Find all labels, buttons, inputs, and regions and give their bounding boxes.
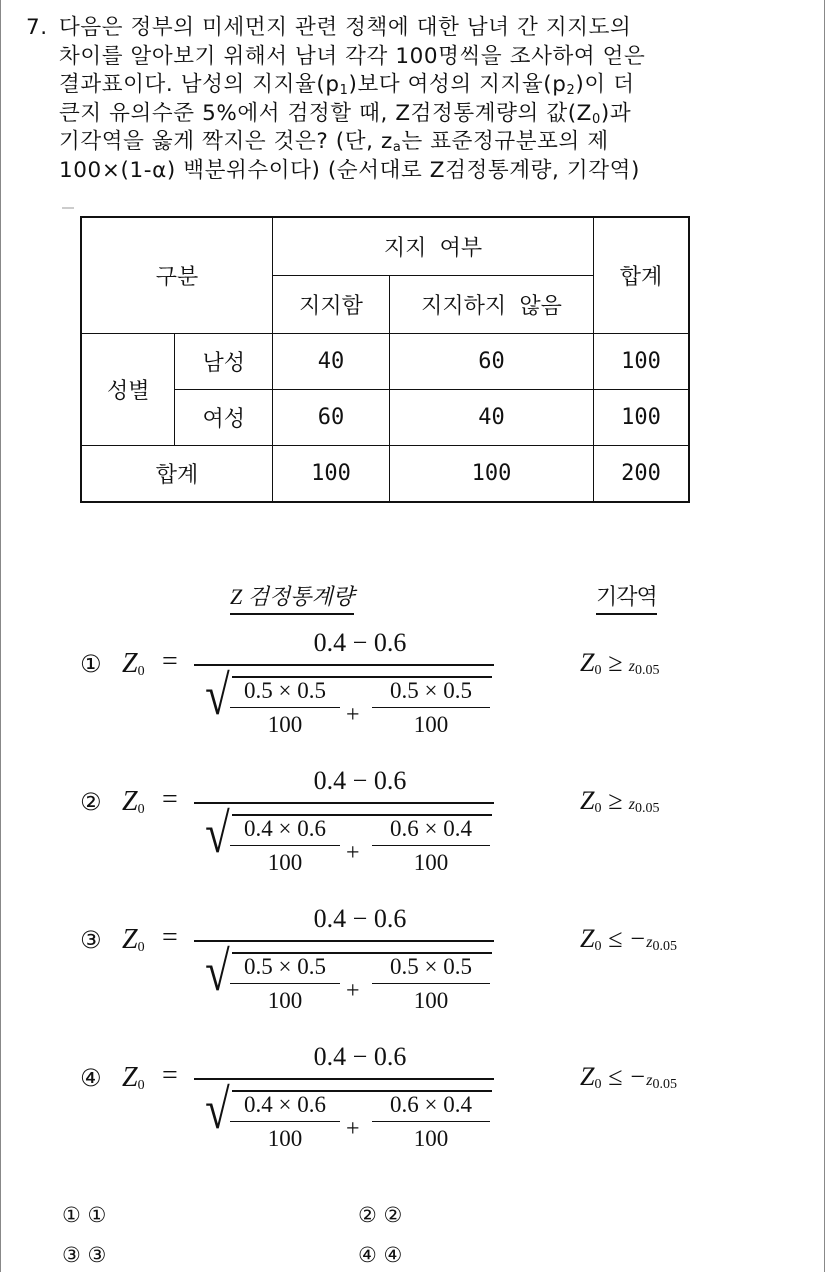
option-number: ③ [80,926,102,954]
col-not-support-cell: 지지하지 않음 [390,275,594,333]
formula-option-4 [80,1042,780,1170]
question-line-2: 차이를 알아보기 위해서 남녀 각각 100명씩을 조사하여 얻은 [59,43,646,69]
question-line-5: 기각역을 옳게 짝지은 것은? (단, $z_a$는 표준정규분포의 제 [59,129,609,156]
equals-sign: = [162,1060,178,1091]
term1: 0.5 × 0.5 100 [230,954,340,1014]
term2: 0.6 × 0.4 100 [372,1092,490,1152]
total-row-total: 200 [594,445,690,502]
question-text [26,14,786,186]
fraction-bar [194,1078,494,1080]
term2: 0.5 × 0.5 100 [372,954,490,1014]
formula-options [0,570,826,1170]
sqrt-icon: √ [205,1079,230,1141]
answer-choice-4[interactable]: ④ ④ [358,1243,403,1267]
question-number: 7. [26,15,48,40]
answer-choice-1[interactable]: ① ① [62,1203,107,1227]
term2: 0.6 × 0.4 100 [372,816,490,876]
question-line-4: 큰지 유의수준 5%에서 검정할 때, Z검정통계량의 값$(Z_0)$과 [59,100,632,127]
term2: 0.5 × 0.5 100 [372,678,490,738]
row-female-total: 100 [594,389,690,445]
row-female-not-support: 40 [390,389,594,445]
fraction-bar [194,940,494,942]
plus-sign: + [346,1116,360,1142]
header-statistic: Z 검정통계량 [230,580,354,611]
answer-choice-3[interactable]: ③ ③ [62,1243,107,1267]
row-group-cell: 성별 [81,333,175,445]
numerator: 0.4 − 0.6 [313,1042,407,1071]
rejection-region: $Z_0 \ge z_{0.05}$ [580,786,660,816]
equals-sign: = [162,922,178,953]
fraction-bar [194,664,494,666]
formula-option-2 [80,766,780,894]
numerator: 0.4 − 0.6 [313,904,407,933]
option-number: ① [80,650,102,678]
header-support-cell: 지지 여부 [273,217,594,275]
sqrt-icon: √ [205,665,230,727]
row-male-total: 100 [594,333,690,389]
z-statistic-symbol: $Z_0$ [122,1062,145,1093]
z-statistic-symbol: $Z_0$ [122,924,145,955]
row-male-label: 남성 [175,333,273,389]
rejection-region: $Z_0 \ge z_{0.05}$ [580,648,660,678]
question-line-3: 결과표이다. 남성의 지지율$(p_1)$보다 여성의 지지율$(p_2)$이 더 [59,72,635,99]
header-group-cell: 구분 [81,217,273,333]
answer-choice-2[interactable]: ② ② [358,1203,403,1227]
row-male-not-support: 60 [390,333,594,389]
col-support-cell: 지지함 [273,275,390,333]
formula-option-1 [80,628,780,756]
equals-sign: = [162,784,178,815]
numerator: 0.4 − 0.6 [313,766,407,795]
formula-option-3 [80,904,780,1032]
header-rejection-region: 기각역 [596,580,657,611]
z-statistic-symbol: $Z_0$ [122,786,145,817]
row-female-label: 여성 [175,389,273,445]
z-statistic-symbol: $Z_0$ [122,648,145,679]
rejection-region: $Z_0 \le -z_{0.05}$ [580,1062,678,1092]
option-number: ② [80,788,102,816]
plus-sign: + [346,978,360,1004]
total-row-not-support: 100 [390,445,594,502]
rejection-region: $Z_0 \le -z_{0.05}$ [580,924,678,954]
plus-sign: + [346,840,360,866]
row-male-support: 40 [273,333,390,389]
total-row-support: 100 [273,445,390,502]
plus-sign: + [346,702,360,728]
question-line-6: 100×(1-α) 백분위수이다) (순서대로 Z검정통계량, 기각역) [59,157,640,183]
header-total-cell: 합계 [594,217,690,333]
equals-sign: = [162,646,178,677]
row-female-support: 60 [273,389,390,445]
question-line-1: 7. 다음은 정부의 미세먼지 관련 정책에 대한 남녀 간 지지도의 [26,14,786,43]
fraction-bar [194,802,494,804]
divider-mark [62,207,74,209]
survey-table [80,216,690,503]
sqrt-icon: √ [205,941,230,1003]
total-row-label: 합계 [81,445,273,502]
term1: 0.4 × 0.6 100 [230,816,340,876]
option-number: ④ [80,1064,102,1092]
term1: 0.5 × 0.5 100 [230,678,340,738]
term1: 0.4 × 0.6 100 [230,1092,340,1152]
sqrt-icon: √ [205,803,230,865]
numerator: 0.4 − 0.6 [313,628,407,657]
